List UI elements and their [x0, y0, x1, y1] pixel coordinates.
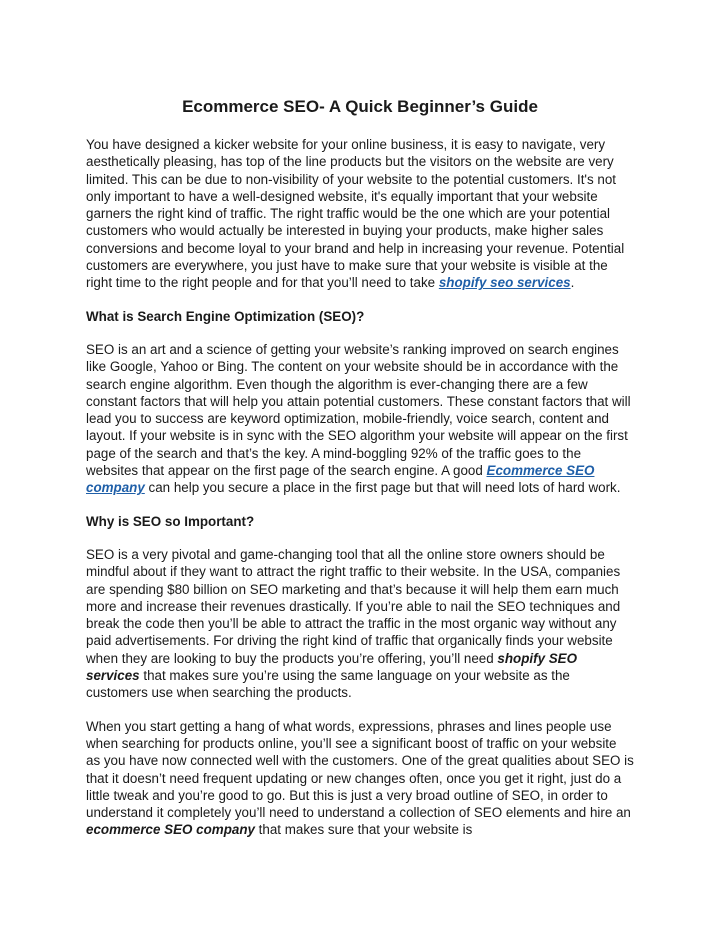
ecommerce-seo-company-link[interactable]: Ecommerce SEO company — [86, 463, 595, 496]
section2-para2-end: that makes sure that your website is — [254, 822, 473, 838]
seo-keywords-paragraph — [86, 718, 634, 839]
seo-definition-paragraph — [86, 341, 634, 497]
intro-end: . — [570, 275, 575, 291]
seo-importance-paragraph — [86, 546, 634, 702]
section1-text: SEO is an art and a science of getting your website’s ranking improved on search engines like Google, Yahoo or Bing. The content on your website should be in accordance with the search engine algorithm. Even though the algorithm is ever-changing there are a few constant factors that will help you attain potential customers. These constant factors that will lead you to success are keyword optimization, mobile-friendly, voice search, content and layout. If your website is in sync with the SEO algorithm your website will appear on the first page of the search and that’s the key. A mind-boggling 92% of the traffic goes to the websites that appear on the first page of the search engine. A good — [86, 341, 631, 479]
ecommerce-seo-company-emphasis: ecommerce SEO company — [86, 822, 255, 838]
document-title: Ecommerce SEO- A Quick Beginner’s Guide — [182, 97, 538, 116]
section-heading-why-seo-important: Why is SEO so Important? — [86, 513, 255, 529]
section2-para1-end: that makes sure you’re using the same language on your website as the customers use when searching the products. — [86, 668, 570, 701]
section-heading-what-is-seo: What is Search Engine Optimization (SEO)? — [86, 308, 365, 324]
intro-text: You have designed a kicker website for your online business, it is easy to navigate, very aesthetically pleasing, has top of the line products but the visitors on the website are very limited. This can be due to non-visibility of your website to the potential customers. It's not only important to have a well-designed website, it's equally important that your website garners the right kind of traffic. The right traffic would be the one which are your potential customers who would actually be interested in buying your products, make higher sales conversions and become loyal to your brand and help in increasing your revenue. Potential customers are everywhere, you just have to make sure that your website is visible at the right time to the right people and for that you’ll need to take — [86, 137, 625, 291]
shopify-seo-services-link[interactable]: shopify seo services — [438, 275, 571, 291]
shopify-seo-services-emphasis: shopify SEO services — [86, 650, 578, 684]
intro-paragraph — [86, 136, 634, 292]
section2-para1-text: SEO is a very pivotal and game-changing tool that all the online store owners should be mindful about if they want to attract the right traffic to their website. In the USA, companies are spending $80 billion on SEO marketing and that’s because it will help them earn much more and increase their revenues drastically. If you’re able to nail the SEO techniques and break the code then you’ll be able to attract the traffic in the most organic way without any paid advertisements. For driving the right kind of traffic that organically finds your website when they are looking to buy the products you’re offering, you’ll need — [86, 546, 621, 666]
section2-para2-text: When you start getting a hang of what words, expressions, phrases and lines people use when searching for products online, you’ll see a significant boost of traffic on your website as you have now connected well with the customers. One of the great qualities about SEO is that it doesn’t need frequent updating or new changes often, once you get it right, just do a little tweak and you’re good to go. But this is just a very broad outline of SEO, in order to understand it completely you’ll need to understand a collection of SEO elements and hire an — [86, 718, 634, 821]
section1-end: can help you secure a place in the first page but that will need lots of hard work. — [144, 480, 621, 496]
